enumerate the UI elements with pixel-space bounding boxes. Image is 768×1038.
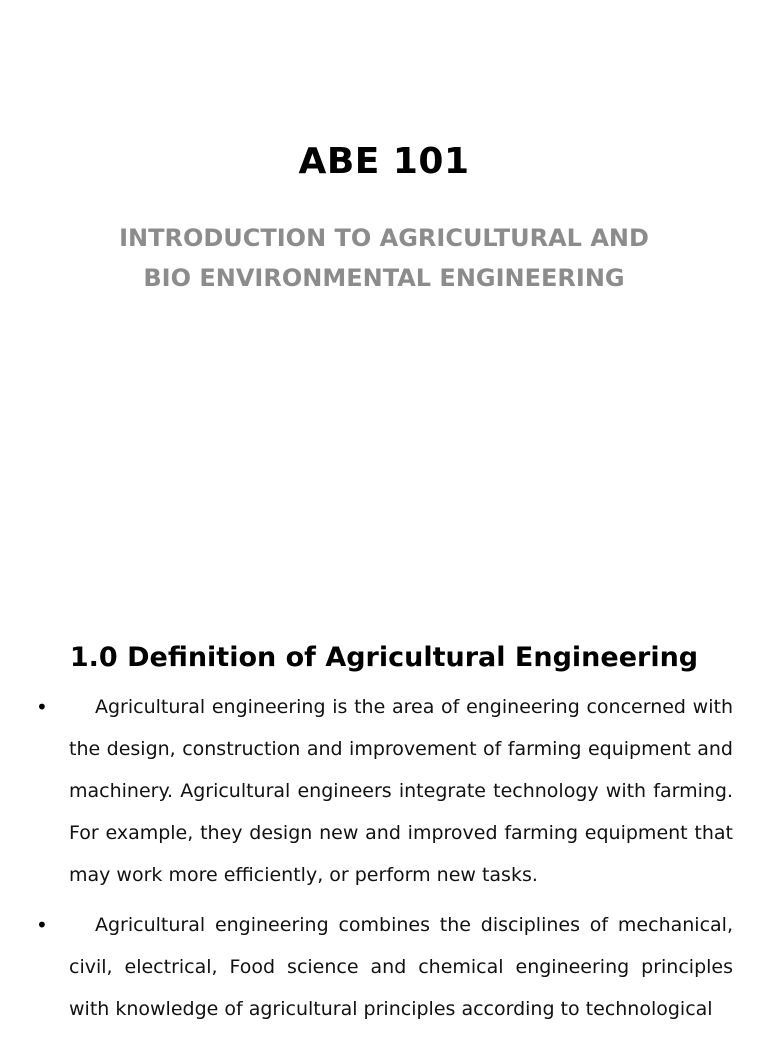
slide-title: ABE 101 [298,141,470,182]
bullet-list [0,686,768,1038]
bullet-item-1 [0,686,768,896]
bullet-text: Agricultural engineering is the area of engineering concerned with the design, construction and improvement of farming equipment and machinery. Agricultural engineers integrate technology with farming. For example, they design new and improved farming equipment that may work more efficiently, or perform new tasks. [69,696,733,886]
bullet-item-2 [0,904,768,1030]
bullet-icon: • [36,695,48,719]
bullet-text: Agricultural engineering combines the disciplines of mechanical, civil, electrical, Food science and chemical engineering principles with knowledge of agricultural principles according to technological [69,914,733,1020]
slide-subtitle: INTRODUCTION TO AGRICULTURAL AND BIO ENVIRONMENTAL ENGINEERING [119,224,649,292]
section-heading: 1.0 Definition of Agricultural Engineering [69,642,699,673]
bullet-icon: • [36,913,48,937]
definition-slide [0,620,768,1024]
